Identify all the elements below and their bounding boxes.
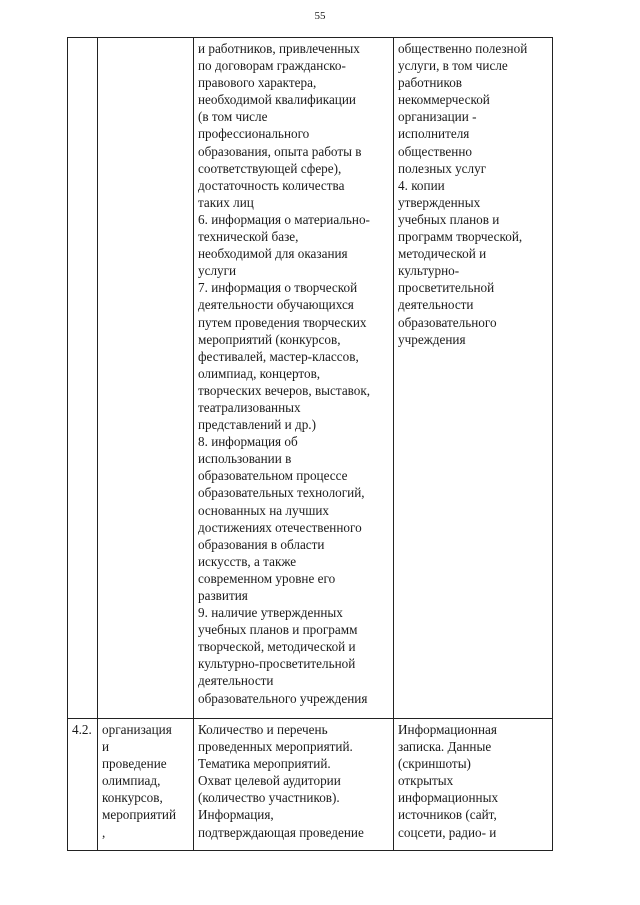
- documents-cell: [394, 38, 553, 719]
- row-number-cell: [68, 719, 98, 851]
- text-line: Информационная: [398, 722, 497, 737]
- text-line: по договорам гражданско-: [198, 58, 346, 74]
- text-line: олимпиад,: [102, 773, 161, 789]
- text-line: Количество и перечень: [198, 722, 328, 737]
- text-line: услуги: [198, 263, 237, 279]
- text-line: профессионального: [198, 126, 310, 142]
- text-line: образовательном процессе: [198, 468, 348, 484]
- text-line: представлений и др.): [198, 417, 316, 433]
- text-line: образования в области: [198, 536, 325, 552]
- documents-cell: [394, 719, 553, 851]
- text-line: 4. копии: [398, 177, 445, 193]
- text-line: учреждения: [398, 331, 466, 347]
- text-line: образовательного: [398, 314, 497, 330]
- text-line: организации -: [398, 109, 477, 125]
- text-line: учебных планов и программ: [198, 622, 358, 638]
- text-line: технической базе,: [198, 229, 299, 245]
- text-line: Информация,: [198, 807, 274, 823]
- text-line: культурно-: [398, 263, 460, 279]
- text-line: деятельности: [198, 673, 274, 689]
- text-line: деятельности обучающихся: [198, 297, 354, 313]
- text-line: общественно: [398, 143, 472, 159]
- text-line: работников: [398, 75, 463, 91]
- text-line: и: [102, 739, 110, 755]
- text-line: таких лиц: [198, 194, 254, 210]
- text-line: проведенных мероприятий.: [198, 739, 353, 755]
- text-line: проведение: [102, 756, 167, 772]
- text-line: творческой, методической и: [198, 639, 356, 655]
- text-line: информационных: [398, 790, 499, 806]
- text-line: 6. информация о материально-: [198, 211, 370, 227]
- row-number-cell: [68, 38, 98, 719]
- table-row: [68, 38, 553, 719]
- text-line: (в том числе: [198, 109, 268, 125]
- text-line: услуги, в том числе: [398, 58, 508, 74]
- criteria-cell: [194, 38, 394, 719]
- text-line: соответствующей сфере),: [198, 160, 342, 176]
- text-line: образовательного учреждения: [198, 690, 368, 706]
- text-line: образовательных технологий,: [198, 485, 365, 501]
- text-line: общественно полезной: [398, 41, 528, 56]
- text-line: методической и: [398, 246, 487, 262]
- text-line: просветительной: [398, 280, 495, 296]
- text-line: искусств, а также: [198, 553, 297, 569]
- text-line: и работников, привлеченных: [198, 41, 360, 56]
- text-line: использовании в: [198, 451, 292, 467]
- text-line: 9. наличие утвержденных: [198, 605, 343, 621]
- text-line: открытых: [398, 773, 454, 789]
- text-line: основанных на лучших: [198, 502, 330, 518]
- text-line: Охват целевой аудитории: [198, 773, 341, 789]
- text-line: современном уровне его: [198, 570, 336, 586]
- text-line: путем проведения творческих: [198, 314, 367, 330]
- text-line: необходимой для оказания: [198, 246, 348, 262]
- text-line: развития: [198, 588, 248, 603]
- text-line: записка. Данные: [398, 739, 492, 755]
- document-table: [67, 37, 553, 851]
- text-line: учебных планов и: [398, 211, 500, 227]
- text-line: достаточность количества: [198, 177, 345, 193]
- text-line: творческих вечеров, выставок,: [198, 382, 371, 398]
- text-line: источников (сайт,: [398, 807, 497, 823]
- text-line: деятельности: [398, 297, 474, 313]
- page-number: 55: [314, 10, 326, 22]
- text-line: правового характера,: [198, 75, 317, 91]
- text-line: олимпиад, концертов,: [198, 365, 321, 381]
- text-line: 8. информация об: [198, 434, 298, 450]
- text-line: некоммерческой: [398, 92, 490, 108]
- text-line: мероприятий: [102, 807, 177, 823]
- text-line: соцсети, радио- и: [398, 824, 497, 840]
- text-line: конкурсов,: [102, 790, 163, 806]
- text-line: образования, опыта работы в: [198, 143, 362, 159]
- text-line: Тематика мероприятий.: [198, 756, 331, 772]
- text-line: ,: [102, 824, 106, 840]
- text-line: исполнителя: [398, 126, 470, 142]
- text-line: (количество участников).: [198, 790, 340, 806]
- text-line: программ творческой,: [398, 229, 523, 245]
- criteria-cell: [194, 719, 394, 851]
- activity-cell: [98, 38, 194, 719]
- text-line: культурно-просветительной: [198, 656, 356, 672]
- text-line: полезных услуг: [398, 160, 487, 176]
- text-line: подтверждающая проведение: [198, 824, 364, 840]
- row-number: 4.2.: [72, 722, 92, 737]
- text-line: необходимой квалификации: [198, 92, 356, 108]
- text-line: организация: [102, 722, 172, 737]
- text-line: 7. информация о творческой: [198, 280, 358, 296]
- table-row: [68, 719, 553, 851]
- activity-cell: [98, 719, 194, 851]
- text-line: (скриншоты): [398, 756, 471, 772]
- text-line: мероприятий (конкурсов,: [198, 331, 341, 347]
- text-line: театрализованных: [198, 399, 301, 415]
- text-line: достижениях отечественного: [198, 519, 362, 535]
- text-line: утвержденных: [398, 194, 481, 210]
- text-line: фестивалей, мастер-классов,: [198, 348, 359, 364]
